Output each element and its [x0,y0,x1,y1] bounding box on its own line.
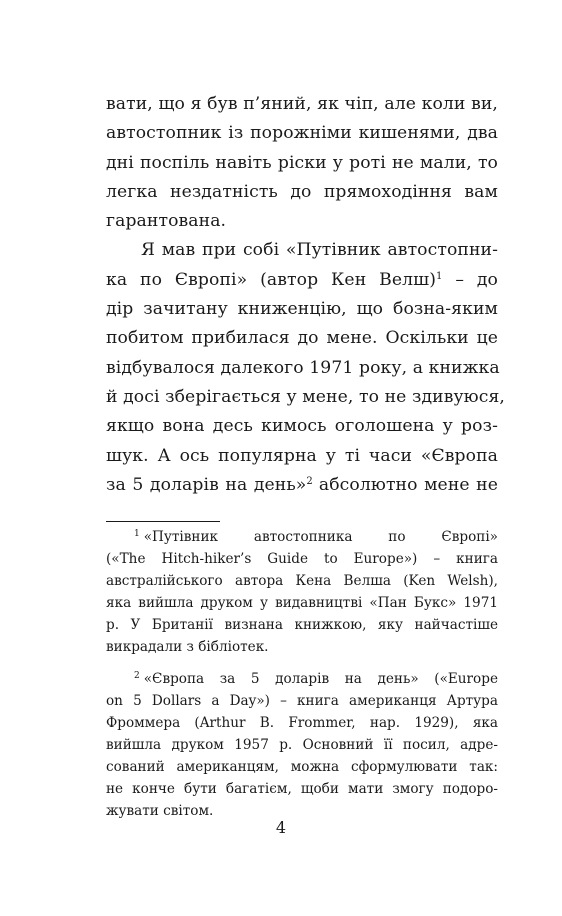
footnote-line: on 5 Dollars a Day») – книга американця Артура [106,693,498,709]
text-line: гарантована. [106,211,227,232]
footnote-line [106,668,498,690]
footnote-line [106,526,498,548]
footnote-line: не конче бути багатієм, щоби мати змогу подоро- [106,781,498,797]
footnote-1 [106,526,498,658]
footnote-line: жувати світом. [106,803,214,819]
main-text [106,90,505,500]
text-fragment: ка по Європі» (автор Кен Велш) [106,269,437,290]
text-line: й досі зберігається у мене, то не здивуюся, [106,386,505,407]
text-line: дні поспіль навіть ріски у роті не мали, то [106,152,498,173]
footnote-separator [106,521,220,522]
text-line: автостопник із порожніми кишенями, два [106,123,498,144]
text-fragment: за 5 доларів на день» [106,474,307,495]
text-line: відбувалося далекого 1971 року, а книжка [106,357,500,378]
footnote-line: р. У Британії визнана книжкою, яку найчастіше [106,617,498,633]
text-line: якщо вона десь кимось оголошена у роз- [106,416,498,437]
footnote-text: «Путівник автостопника по Європі» [143,529,498,545]
text-fragment: абсолютно мене не [318,474,498,495]
text-line: шук. А ось популярна у ті часи «Європа [106,445,498,466]
footnote-reference-2: 2 [306,475,313,487]
footnotes [106,526,498,822]
page-number: 4 [275,818,287,837]
footnote-line: вийшла друком 1957 р. Основний її посил, адре- [106,737,498,753]
footnote-line: Фроммера (Arthur B. Frommer, нар. 1929), яка [106,715,498,731]
footnote-marker: 2 [134,671,140,681]
text-line-with-footnote-ref [106,266,498,295]
footnote-reference-1: 1 [436,270,443,282]
footnote-line: австралійського автора Кена Велша (Ken Welsh), [106,573,498,589]
text-line: дір зачитану книженцію, що бозна-яким [106,299,498,320]
footnote-text: «Європа за 5 доларів на день» («Europe [143,671,498,687]
text-line: вати, що я був п’яний, як чіп, але коли ви, [106,94,498,114]
footnote-line: сований американцям, можна сформулювати так: [106,759,498,775]
footnote-line: яка вийшла друком у видавництві «Пан Букс» 1971 [106,595,498,611]
text-line: легка нездатність до прямоходіння вам [106,181,498,202]
footnote-marker: 1 [134,529,140,539]
footnote-line: викрадали з бібліотек. [106,639,269,655]
footnote-2 [106,668,498,822]
text-line: Я мав при собі «Путівник автостопни- [141,240,498,261]
footnote-line: («The Hitch-hiker’s Guide to Europe») – книга [106,551,498,567]
text-line: побитом прибилася до мене. Оскільки це [106,328,498,349]
text-fragment: – до [442,269,499,290]
text-line-with-footnote-ref [106,471,498,500]
